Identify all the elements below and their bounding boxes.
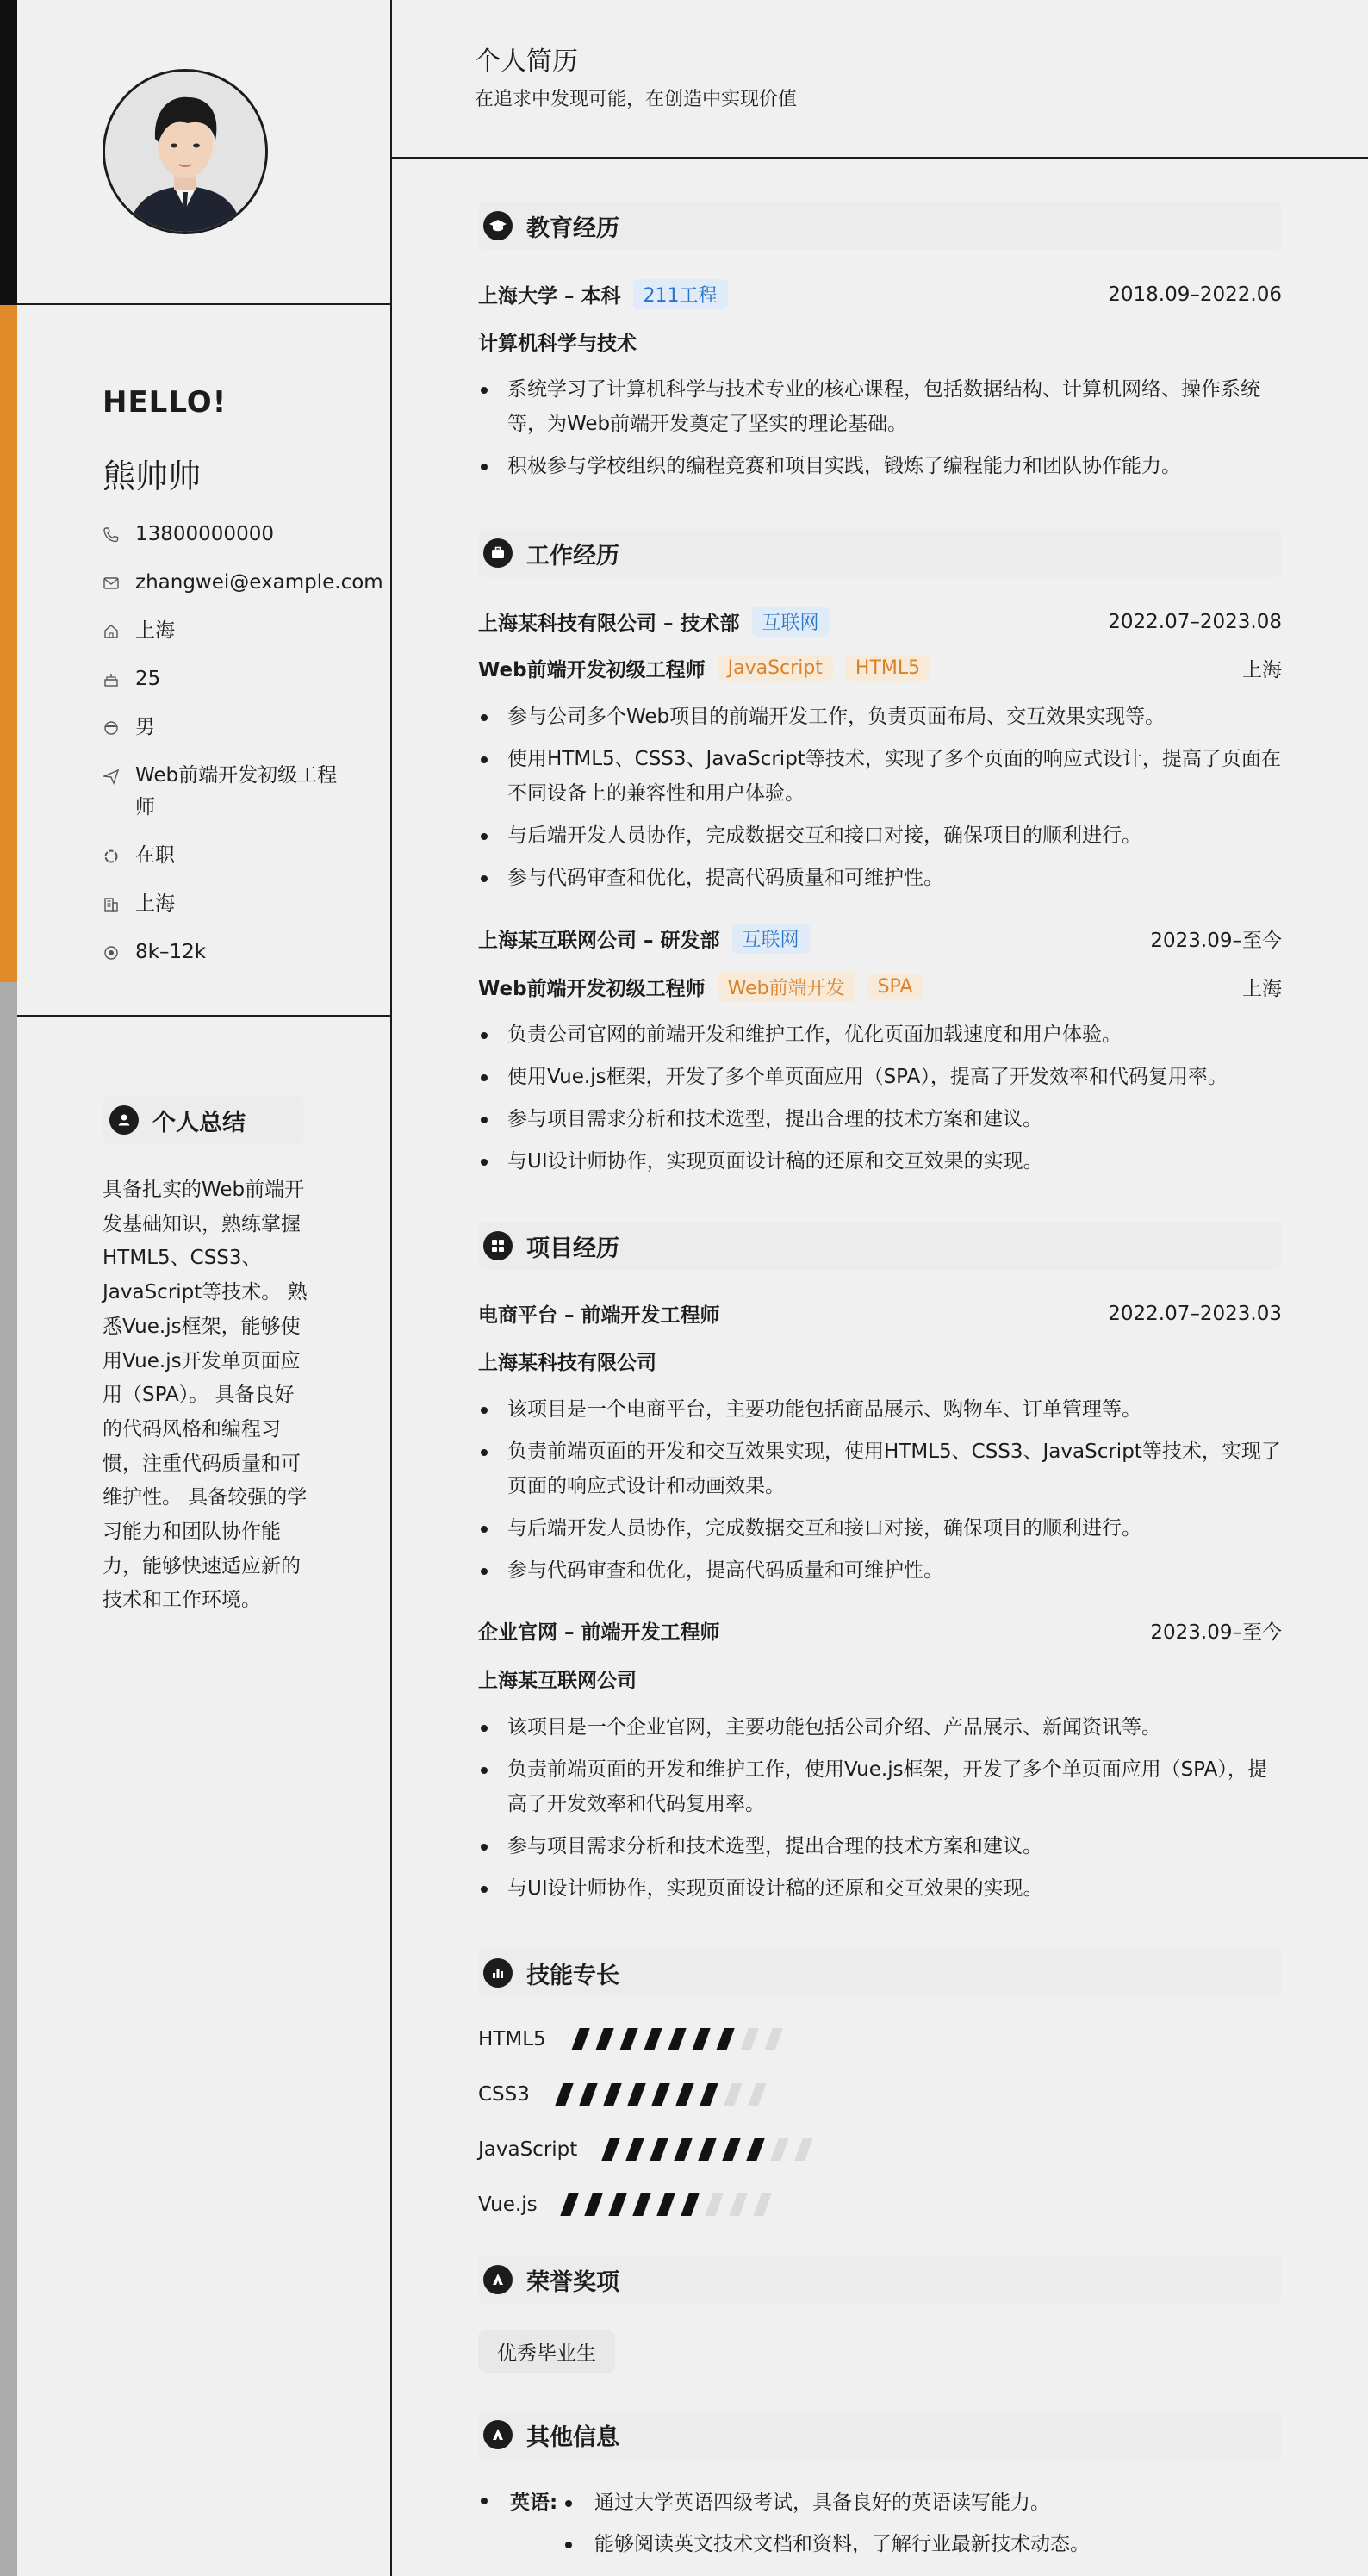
skill-meter-segment (651, 2083, 669, 2106)
job-date: 2022.07–2023.08 (1108, 610, 1282, 633)
contact-position (103, 760, 378, 840)
company-name: 上海某互联网公司 – 研发部 (478, 930, 720, 952)
skill-meter-segment (644, 2028, 662, 2050)
skill-meter-segment (705, 2193, 723, 2216)
job-row (478, 924, 1282, 954)
mail-icon (103, 567, 135, 599)
skill-meter-segment (674, 2138, 692, 2161)
skill-name: JavaScript (478, 2138, 578, 2161)
skill-meter-segment (770, 2138, 788, 2161)
skill-meter-segment (794, 2138, 812, 2161)
role-row (478, 972, 1282, 1002)
skill-meter-segment (560, 2193, 578, 2216)
skill-meter (564, 2193, 781, 2216)
skill-meter-segment (571, 2028, 589, 2050)
contact-salary (103, 936, 378, 985)
list-item: 参与项目需求分析和技术选型，提出合理的技术方案和建议。 (478, 1102, 1282, 1136)
bar-chart-icon (483, 1958, 513, 1988)
project-company: 上海某互联网公司 (478, 1670, 637, 1692)
contact-city (103, 888, 378, 936)
education-row (478, 279, 1282, 309)
home-icon (103, 615, 135, 647)
skill-meter-segment (579, 2083, 597, 2106)
skill-tag: JavaScript (718, 656, 833, 681)
list-item: 负责前端页面的开发和交互效果实现，使用HTML5、CSS3、JavaScript等技术，实现了页面的响应式设计和动画效果。 (478, 1434, 1282, 1503)
skill-meter-segment (675, 2083, 693, 2106)
project-company: 上海某科技有限公司 (478, 1352, 656, 1374)
person-name: 熊帅帅 (103, 457, 202, 495)
list-item: 与UI设计师协作，实现页面设计稿的还原和交互效果的实现。 (478, 1871, 1282, 1906)
list-item: 参与代码审查和优化，提高代码质量和可维护性。 (478, 1553, 1282, 1588)
work-heading (478, 529, 1282, 577)
phone-text: 13800000000 (135, 523, 274, 545)
project-date: 2023.09–至今 (1150, 1621, 1282, 1644)
skill-meter-segment (619, 2028, 637, 2050)
skill-meter-segment (668, 2028, 686, 2050)
education-heading (478, 202, 1282, 250)
skill-row (478, 2028, 793, 2050)
contact-age (103, 663, 378, 712)
divider (392, 157, 1368, 159)
sidebar-accent-orange (0, 305, 17, 982)
job-location: 上海 (1242, 978, 1282, 1000)
skill-meter (606, 2138, 823, 2161)
skill-meter (575, 2028, 793, 2050)
gender-icon (103, 712, 135, 744)
skill-row (478, 2138, 823, 2161)
contact-list (103, 519, 383, 985)
page-subtitle: 在追求中发现可能，在创造中实现价值 (475, 89, 798, 110)
skills-heading (478, 1949, 1282, 1997)
summary-text: 具备扎实的Web前端开发基础知识，熟练掌握HTML5、CSS3、JavaScript等技术。 熟悉Vue.js框架，能够使用Vue.js开发单页面应用（SPA）。 具备良好的代码风格和编程习惯，注重代码质量和可维护性。 具备较强的学习能力和团队协作能力，能够快速适应新的技术和工作环境。 (103, 1179, 308, 1612)
job-row (478, 607, 1282, 637)
education-date: 2018.09–2022.06 (1108, 283, 1282, 306)
skill-meter-segment (716, 2028, 734, 2050)
status-text: 在职 (135, 844, 175, 867)
list-item: 参与项目需求分析和技术选型，提出合理的技术方案和建议。 (478, 1829, 1282, 1864)
sidebar-border (390, 0, 392, 2576)
list-item: 该项目是一个企业官网，主要功能包括公司介绍、产品展示、新闻资讯等。 (478, 1710, 1282, 1745)
list-item: 系统学习了计算机科学与技术专业的核心课程，包括数据结构、计算机网络、操作系统等，为Web前端开发奠定了坚实的理论基础。 (478, 372, 1282, 441)
skill-meter-segment (722, 2138, 740, 2161)
list-item: 与后端开发人员协作，完成数据交互和接口对接，确保项目的顺利进行。 (478, 1511, 1282, 1546)
skill-meter (559, 2083, 776, 2106)
honors-title: 荣誉奖项 (526, 2268, 619, 2296)
list-item: 能够阅读英文技术文档和资料，了解行业最新技术动态。 (565, 2528, 1090, 2561)
list-item: 与UI设计师协作，实现页面设计稿的还原和交互效果的实现。 (478, 1144, 1282, 1179)
contact-email (103, 567, 383, 615)
salary-icon (103, 936, 135, 968)
list-item: 使用HTML5、CSS3、JavaScript等技术，实现了多个页面的响应式设计，提高了页面在不同设备上的兼容性和用户体验。 (478, 742, 1282, 811)
skill-meter-segment (595, 2028, 613, 2050)
industry-tag: 互联网 (752, 607, 830, 637)
skill-name: Vue.js (478, 2193, 538, 2216)
grid-icon (483, 1231, 513, 1260)
building-icon (103, 888, 135, 920)
skill-meter-segment (746, 2138, 764, 2161)
skill-tag: Web前端开发 (718, 972, 855, 1002)
city-text: 上海 (135, 893, 175, 915)
english-items (565, 2486, 1090, 2569)
skill-meter-segment (698, 2138, 716, 2161)
sidebar (0, 0, 392, 2576)
honors-heading (478, 2256, 1282, 2304)
skill-tag: HTML5 (845, 656, 930, 681)
contact-status (103, 840, 378, 888)
sidebar-accent-black (0, 0, 17, 305)
list-item: 负责公司官网的前端开发和维护工作，优化页面加载速度和用户体验。 (478, 1017, 1282, 1052)
cake-icon (103, 663, 135, 695)
award-icon (483, 2265, 513, 2294)
project-date: 2022.07–2023.03 (1108, 1302, 1282, 1325)
major-row (478, 327, 1282, 356)
school-name: 上海大学 – 本科 (478, 285, 621, 308)
summary-heading (103, 1096, 304, 1144)
greeting: HELLO! (103, 385, 227, 420)
project-company-row (478, 1347, 1282, 1375)
skill-meter-segment (753, 2193, 771, 2216)
job-date: 2023.09–至今 (1150, 930, 1282, 952)
english-label (478, 2486, 557, 2515)
list-item: 该项目是一个电商平台，主要功能包括商品展示、购物车、订单管理等。 (478, 1392, 1282, 1427)
age-text: 25 (135, 668, 161, 690)
gender-text: 男 (135, 716, 155, 738)
skill-meter-segment (601, 2138, 619, 2161)
status-icon (103, 840, 135, 872)
skill-meter-segment (656, 2193, 675, 2216)
skill-meter-segment (740, 2028, 758, 2050)
project-bullets (478, 1710, 1282, 1913)
divider (17, 303, 392, 305)
list-item: 参与代码审查和优化，提高代码质量和可维护性。 (478, 861, 1282, 895)
project-name: 电商平台 – 前端开发工程师 (478, 1304, 720, 1327)
home-text: 上海 (135, 619, 175, 642)
skill-meter-segment (608, 2193, 626, 2216)
divider (17, 1015, 392, 1017)
user-icon (109, 1105, 139, 1135)
briefcase-icon (483, 538, 513, 568)
skill-meter-segment (729, 2193, 747, 2216)
list-item: 积极参与学校组织的编程竞赛和项目实践，锻炼了编程能力和团队协作能力。 (478, 449, 1282, 483)
job-location: 上海 (1242, 659, 1282, 681)
role-row (478, 654, 1282, 682)
skill-meter-segment (584, 2193, 602, 2216)
job-bullets (478, 1017, 1282, 1186)
skill-meter-segment (764, 2028, 782, 2050)
award-icon (483, 2420, 513, 2449)
honor-badge: 优秀毕业生 (478, 2330, 615, 2373)
list-item: 负责前端页面的开发和维护工作，使用Vue.js框架，开发了多个单页面应用（SPA），提高了开发效率和代码复用率。 (478, 1752, 1282, 1821)
skill-meter-segment (632, 2193, 650, 2216)
job-bullets (478, 700, 1282, 903)
job-role: Web前端开发初级工程师 (478, 659, 706, 681)
project-name: 企业官网 – 前端开发工程师 (478, 1621, 720, 1644)
skills-title: 技能专长 (526, 1962, 619, 1989)
work-title: 工作经历 (526, 542, 619, 569)
skill-meter-segment (748, 2083, 766, 2106)
skill-row (478, 2083, 776, 2106)
project-row (478, 1616, 1282, 1645)
skill-meter-segment (681, 2193, 699, 2216)
summary-title: 个人总结 (152, 1109, 246, 1136)
list-item: 使用Vue.js框架，开发了多个单页面应用（SPA），提高了开发效率和代码复用率。 (478, 1060, 1282, 1094)
phone-icon (103, 519, 135, 551)
graduation-cap-icon (483, 211, 513, 240)
contact-home (103, 615, 378, 663)
list-item: 通过大学英语四级考试，具备良好的英语读写能力。 (565, 2486, 1090, 2520)
skill-row (478, 2193, 781, 2216)
page-title: 个人简历 (475, 47, 578, 77)
sidebar-accent-gray (0, 982, 17, 2576)
skill-meter-segment (627, 2083, 645, 2106)
contact-gender (103, 712, 378, 760)
project-company-row (478, 1664, 1282, 1693)
education-title: 教育经历 (526, 215, 619, 242)
projects-heading (478, 1222, 1282, 1270)
skill-meter-segment (625, 2138, 644, 2161)
skill-meter-segment (650, 2138, 668, 2161)
skill-name: HTML5 (478, 2028, 546, 2050)
industry-tag: 互联网 (732, 924, 810, 954)
school-tag: 211工程 (633, 279, 728, 309)
list-item: 与后端开发人员协作，完成数据交互和接口对接，确保项目的顺利进行。 (478, 818, 1282, 853)
contact-phone (103, 519, 378, 567)
skill-meter-segment (724, 2083, 742, 2106)
major-name: 计算机科学与技术 (478, 333, 637, 355)
skill-meter-segment (700, 2083, 718, 2106)
skill-meter-segment (555, 2083, 573, 2106)
salary-text: 8k–12k (135, 941, 207, 963)
english-label-text: 英语: (510, 2492, 558, 2514)
send-icon (103, 760, 135, 792)
project-row (478, 1299, 1282, 1328)
company-name: 上海某科技有限公司 – 技术部 (478, 613, 740, 635)
email-text: zhangwei@example.com (135, 571, 383, 594)
project-bullets (478, 1392, 1282, 1596)
avatar (103, 69, 268, 234)
skill-tag: SPA (867, 974, 923, 999)
job-role: Web前端开发初级工程师 (478, 978, 706, 1000)
position-text: Web前端开发初级工程师 (135, 764, 338, 818)
list-item: 参与公司多个Web项目的前端开发工作，负责页面布局、交互效果实现等。 (478, 700, 1282, 734)
projects-title: 项目经历 (526, 1235, 619, 1262)
skill-name: CSS3 (478, 2083, 530, 2106)
other-heading (478, 2411, 1282, 2459)
skill-meter-segment (603, 2083, 621, 2106)
other-title: 其他信息 (526, 2424, 619, 2451)
education-bullets (478, 372, 1282, 491)
skill-meter-segment (692, 2028, 710, 2050)
